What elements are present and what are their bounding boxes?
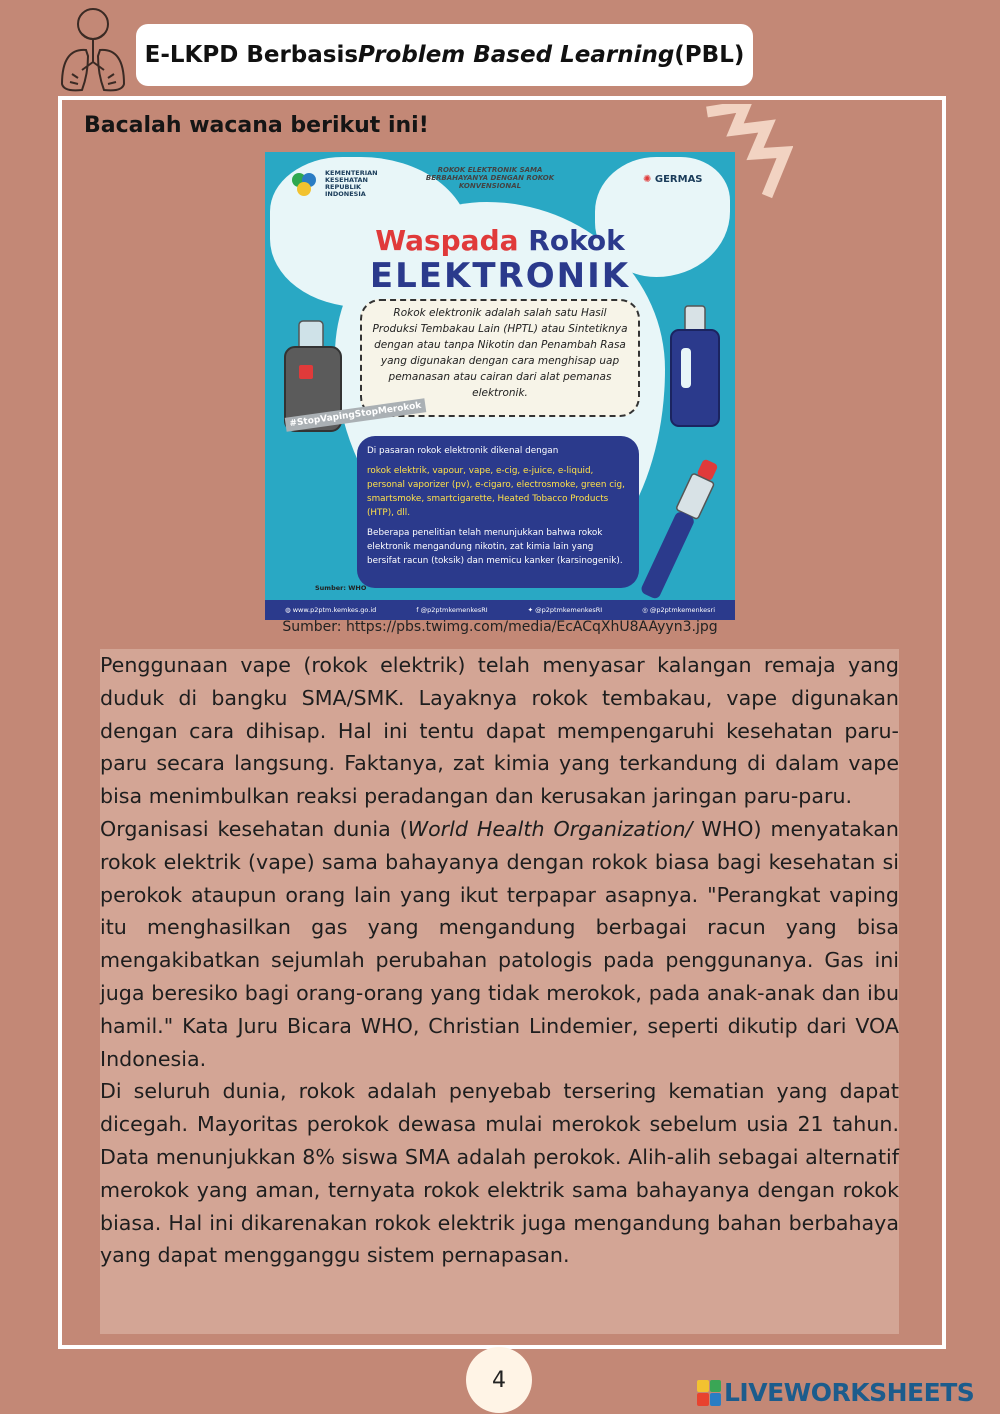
- logo-tile: [697, 1380, 709, 1393]
- vape-pen-icon: [633, 452, 733, 602]
- poster-info-research: Beberapa penelitian telah menunjukkan bahwa rokok elektronik mengandung nikotin, zat kimia lain yang bersifat racun (toksik) dan memicu kanker (karsinogenik).: [367, 528, 623, 566]
- poster-info-names: rokok elektrik, vapour, vape, e-cig, e-juice, e-liquid, personal vaporizer (pv), e-cigaro, electrosmoke, green cig, smartsmoke, smartcigarette, Heated Tobacco Products (HTP), dll.: [367, 466, 625, 518]
- logo-tile: [710, 1393, 722, 1406]
- poster-title-elektronik: ELEKTRONIK: [369, 256, 631, 296]
- title-italic: Problem Based Learning: [358, 42, 675, 68]
- poster-footer-fb: [416, 606, 487, 614]
- germas-label: GERMAS: [654, 174, 703, 185]
- poster-info-intro: Di pasaran rokok elektronik dikenal dengan: [367, 446, 559, 456]
- poster-footer-web-text: www.p2ptm.kemkes.go.id: [292, 606, 377, 614]
- germas-logo: [643, 174, 703, 185]
- passage-p2-rest: WHO) menyatakan rokok elektrik (vape) sama bahayanya dengan rokok biasa bagi kesehatan si perokok ataupun orang lain yang ikut terpapar asapnya. "Perangkat vaping itu menghasilkan gas yang mengandung berbagai racun yang bisa mengakibatkan sejumlah perubahan patologis pada penggunanya. Gas ini juga beresiko bagi orang-orang yang tidak merokok, pada anak-anak dan ibu hamil." Kata Juru Bicara WHO, Christian Lindemier, seperti dikutip dari VOA Indonesia.: [100, 816, 899, 1071]
- passage-p2-italic: World Health Organization/: [407, 816, 693, 841]
- liveworksheets-watermark[interactable]: [697, 1378, 974, 1407]
- poster-footer-ig-text: @p2ptmkemenkesri: [649, 606, 716, 614]
- poster-definition: Rokok elektronik adalah salah satu Hasil Produksi Tembakau Lain (HPTL) atau Sintetiknya dengan atau tanpa Nikotin dan Penambah Rasa yang digunakan dengan cara menghisap uap pemanasan atau cairan dari alat pemanas elektronik.: [360, 299, 640, 417]
- poster-subtitle: ROKOK ELEKTRONIK SAMA BERBAHAYANYA DENGAN ROKOK KONVENSIONAL: [425, 166, 555, 190]
- instagram-icon: ◎: [642, 606, 648, 614]
- liveworksheets-text: LIVEWORKSHEETS: [724, 1378, 975, 1407]
- poster-title-waspada: Waspada: [375, 224, 519, 257]
- ministry-logo-icon: [287, 170, 321, 200]
- ministry-name: KEMENTERIAN KESEHATAN REPUBLIK INDONESIA: [325, 169, 378, 198]
- globe-icon: ◍: [284, 606, 291, 614]
- poster-footer-tw: [528, 606, 603, 614]
- passage-paragraph-3: Di seluruh dunia, rokok adalah penyebab tersering kematian yang dapat dicegah. Mayoritas perokok dewasa mulai merokok sebelum usia 21 tahun. Data menunjukkan 8% siswa SMA adalah perokok. Alih-alih sebagai alternatif merokok yang aman, ternyata rokok elektrik sama bahayanya dengan rokok biasa. Hal ini dikarenakan rokok elektrik juga mengandung bahan berbahaya yang dapat mengganggu sistem pernapasan.: [100, 1079, 899, 1268]
- poster-footer-fb-text: @p2ptmkemenkesRI: [420, 606, 488, 614]
- poster-image: [265, 152, 735, 620]
- title-suffix: (PBL): [674, 42, 745, 68]
- poster-info-box: [357, 436, 639, 588]
- poster-hashtag: #StopVapingStopMerokok: [285, 398, 426, 431]
- facebook-icon: f: [416, 606, 419, 614]
- poster-footer-tw-text: @p2ptmkemenkesRI: [535, 606, 603, 614]
- poster-footer: [265, 600, 735, 620]
- reading-passage: [100, 649, 899, 1334]
- liveworksheets-logo-icon: [697, 1380, 721, 1406]
- germas-icon: ✺: [643, 174, 652, 185]
- twitter-icon: ✦: [527, 606, 534, 614]
- poster-title-line1: [265, 224, 735, 257]
- passage-p2-start: Organisasi kesehatan dunia (: [100, 816, 408, 841]
- image-source-caption: Sumber: https://pbs.twimg.com/media/EcACqXhU8AAyyn3.jpg: [282, 619, 718, 635]
- title-prefix: E-LKPD Berbasis: [144, 42, 359, 68]
- poster-title-rokok: Rokok: [528, 224, 625, 257]
- logo-tile: [697, 1393, 709, 1406]
- lungs-icon: [52, 4, 134, 96]
- passage-paragraph-1: Penggunaan vape (rokok elektrik) telah menyasar kalangan remaja yang duduk di bangku SMA/SMK. Layaknya rokok tembakau, vape digunakan dengan cara dihisap. Hal ini tentu dapat mempengaruhi kesehatan paru-paru secara langsung. Faktanya, zat kimia yang terkandung di dalam vape bisa menimbulkan reaksi peradangan dan kerusakan jaringan paru-paru.: [100, 653, 899, 809]
- ministry-logo: [287, 169, 378, 200]
- logo-tile: [710, 1380, 722, 1393]
- poster-footer-ig: [642, 606, 715, 614]
- vape-mod-icon: [661, 302, 731, 432]
- worksheet-title: [136, 24, 753, 86]
- passage-paragraph-2: [100, 813, 899, 1075]
- poster-source-label: Sumber: WHO: [315, 584, 367, 592]
- instruction-heading: Bacalah wacana berikut ini!: [84, 113, 429, 138]
- page-number: 4: [466, 1347, 532, 1413]
- poster-footer-web: [285, 606, 376, 614]
